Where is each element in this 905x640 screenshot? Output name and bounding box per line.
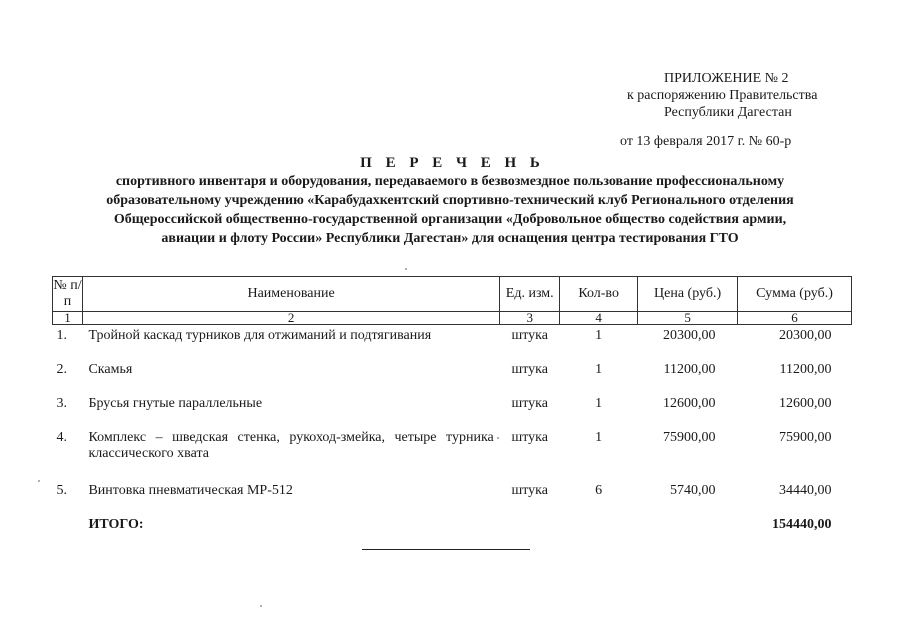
column-index: 1 [53, 312, 83, 325]
total-value: 154440,00 [772, 517, 832, 532]
row-num: 4. [56, 430, 67, 445]
header-name: Наименование [82, 277, 499, 312]
row-num: 2. [56, 362, 67, 377]
row-unit: штука [511, 430, 548, 445]
row-qty: 6 [595, 483, 603, 498]
row-name: Тройной каскад турников для отжиманий и подтягивания [88, 328, 432, 343]
row-unit: штука [511, 483, 548, 498]
column-index: 5 [638, 312, 738, 325]
row-qty: 1 [595, 430, 603, 445]
appendix-decree: к распоряжению Правительства [627, 88, 818, 103]
scan-speck [405, 268, 407, 270]
row-name: Винтовка пневматическая МР-512 [88, 483, 293, 498]
total-label: ИТОГО: [88, 517, 144, 532]
header-num: № п/п [53, 277, 83, 312]
table-row [53, 427, 852, 480]
row-num: 5. [56, 483, 67, 498]
header-price: Цена (руб.) [638, 277, 738, 312]
subtitle-line: спортивного инвентаря и оборудования, передаваемого в безвозмездное пользование профессиональному [115, 174, 785, 189]
appendix-header [560, 70, 890, 150]
table-row [53, 359, 852, 393]
row-unit: штука [511, 396, 548, 411]
subtitle-line: авиации и флоту России» Республики Дагестан» для оснащения центра тестирования ГТО [161, 231, 739, 246]
appendix-number: ПРИЛОЖЕНИЕ № 2 [664, 71, 789, 86]
signature-line [362, 549, 530, 550]
row-name: Брусья гнутые параллельные [88, 396, 263, 411]
appendix-republic: Республики Дагестан [664, 105, 792, 120]
scan-speck [38, 480, 40, 482]
table-row [53, 480, 852, 514]
row-price: 20300,00 [663, 328, 716, 343]
inventory-table [52, 276, 852, 548]
subtitle-line: Общероссийской общественно-государственной организации «Добровольное общество содействия армии, [113, 212, 787, 227]
row-qty: 1 [595, 362, 603, 377]
scan-speck [497, 437, 499, 439]
column-index: 4 [560, 312, 638, 325]
header-unit: Ед. изм. [500, 277, 560, 312]
row-sum: 11200,00 [779, 362, 832, 377]
row-price: 75900,00 [663, 430, 716, 445]
column-index: 6 [738, 312, 852, 325]
row-qty: 1 [595, 396, 603, 411]
row-qty: 1 [595, 328, 603, 343]
row-price: 11200,00 [663, 362, 716, 377]
row-price: 12600,00 [663, 396, 716, 411]
row-sum: 12600,00 [779, 396, 832, 411]
row-sum: 34440,00 [779, 483, 832, 498]
appendix-date: от 13 февраля 2017 г. № 60-р [620, 134, 792, 149]
column-index: 2 [82, 312, 499, 325]
header-qty: Кол-во [560, 277, 638, 312]
subtitle-line: образовательному учреждению «Карабудахкентский спортивно-технический клуб Регионального отделения [106, 193, 794, 208]
row-sum: 75900,00 [779, 430, 832, 445]
document-title: П Е Р Е Ч Е Н Ь [360, 155, 545, 171]
column-index: 3 [500, 312, 560, 325]
row-sum: 20300,00 [779, 328, 832, 343]
column-index-row [53, 312, 852, 325]
table-header-row [53, 277, 852, 312]
row-unit: штука [511, 328, 548, 343]
row-name: Скамья [88, 362, 133, 377]
row-num: 3. [56, 396, 67, 411]
table-row [53, 393, 852, 427]
row-price: 5740,00 [670, 483, 716, 498]
row-name: Комплекс – шведская стенка, рукоход-змейка, четыре турника классического хвата [88, 430, 494, 461]
header-sum: Сумма (руб.) [738, 277, 852, 312]
row-unit: штука [511, 362, 548, 377]
total-row [53, 514, 852, 548]
document-subtitle [60, 172, 840, 248]
row-num: 1. [56, 328, 67, 343]
table-row [53, 325, 852, 360]
scan-speck [260, 605, 262, 607]
